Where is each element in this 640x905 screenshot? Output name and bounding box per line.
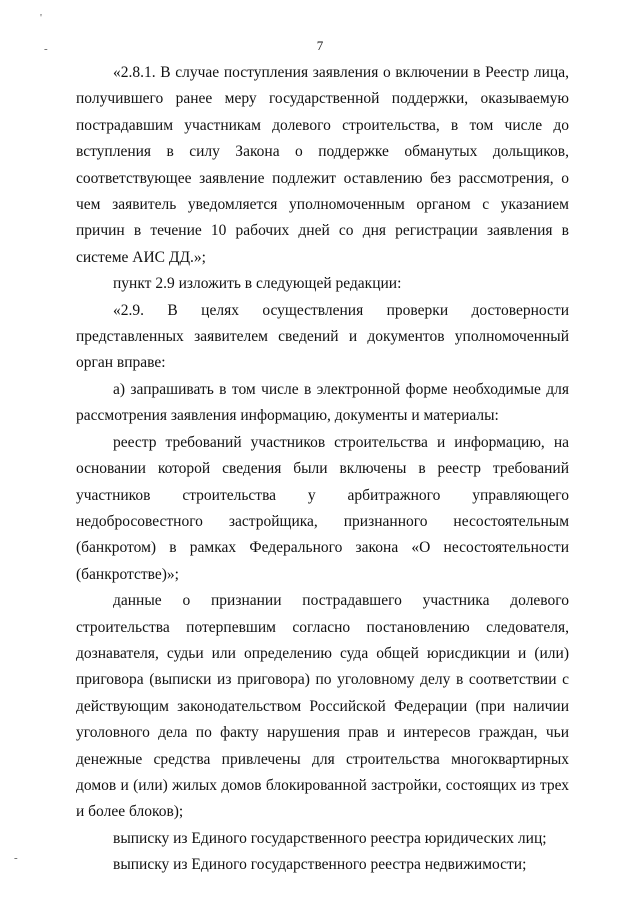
scan-mark: -: [44, 43, 48, 55]
paragraph-amendment-intro: пункт 2.9 изложить в следующей редакции:: [113, 275, 402, 293]
scan-mark: -: [14, 852, 18, 864]
paragraph-registry-requirements: реестр требований участников строительства и информацию, на основании которой сведения были включены в реестр требований участников строительства у арбитражного управляющего недобросовестного застройщика, признанного несостоятельным (банкротом) в рамках Федерального закона «О несостоятельности (банкротстве)»;: [76, 433, 569, 583]
paragraph-2-8-1: «2.8.1. В случае поступления заявления о включении в Реестр лица, получившего ранее меру государственной поддержки, оказываемую пострадавшим участникам долевого строительства, в том числе до вступления в силу Закона о поддержке обманутых дольщиков, соответствующее заявление подлежит оставлению без рассмотрения, о чем заявитель уведомляется уполномоченным органом с указанием причин в течение 10 рабочих дней со дня регистрации заявления в системе АИС ДД.»;: [76, 64, 569, 266]
scan-mark: ': [40, 12, 42, 24]
document-body: [76, 60, 569, 879]
paragraph-egrn-extract: выписку из Единого государственного реестра недвижимости;: [113, 856, 527, 874]
page-number: 7: [316, 38, 324, 53]
paragraph-2-9: «2.9. В целях осуществления проверки достоверности представленных заявителем сведений и документов уполномоченный орган вправе:: [76, 301, 569, 372]
paragraph-victim-data: данные о признании пострадавшего участника долевого строительства потерпевшим согласно постановлению следователя, дознавателя, судьи или определению суда общей юрисдикции и (или) приговора (выписки из приговора) по уголовному делу в соответствии с действующим законодательством Российской Федерации (при наличии уголовного дела по факту нарушения прав и интересов граждан, чьи денежные средства привлечены для строительства многоквартирных домов и (или) жилых домов блокированной застройки, состоящих из трех и более блоков);: [76, 592, 569, 821]
paragraph-egrul-extract: выписку из Единого государственного реестра юридических лиц;: [113, 829, 547, 847]
paragraph-item-a: а) запрашивать в том числе в электронной форме необходимые для рассмотрения заявления информацию, документы и материалы:: [76, 380, 569, 425]
